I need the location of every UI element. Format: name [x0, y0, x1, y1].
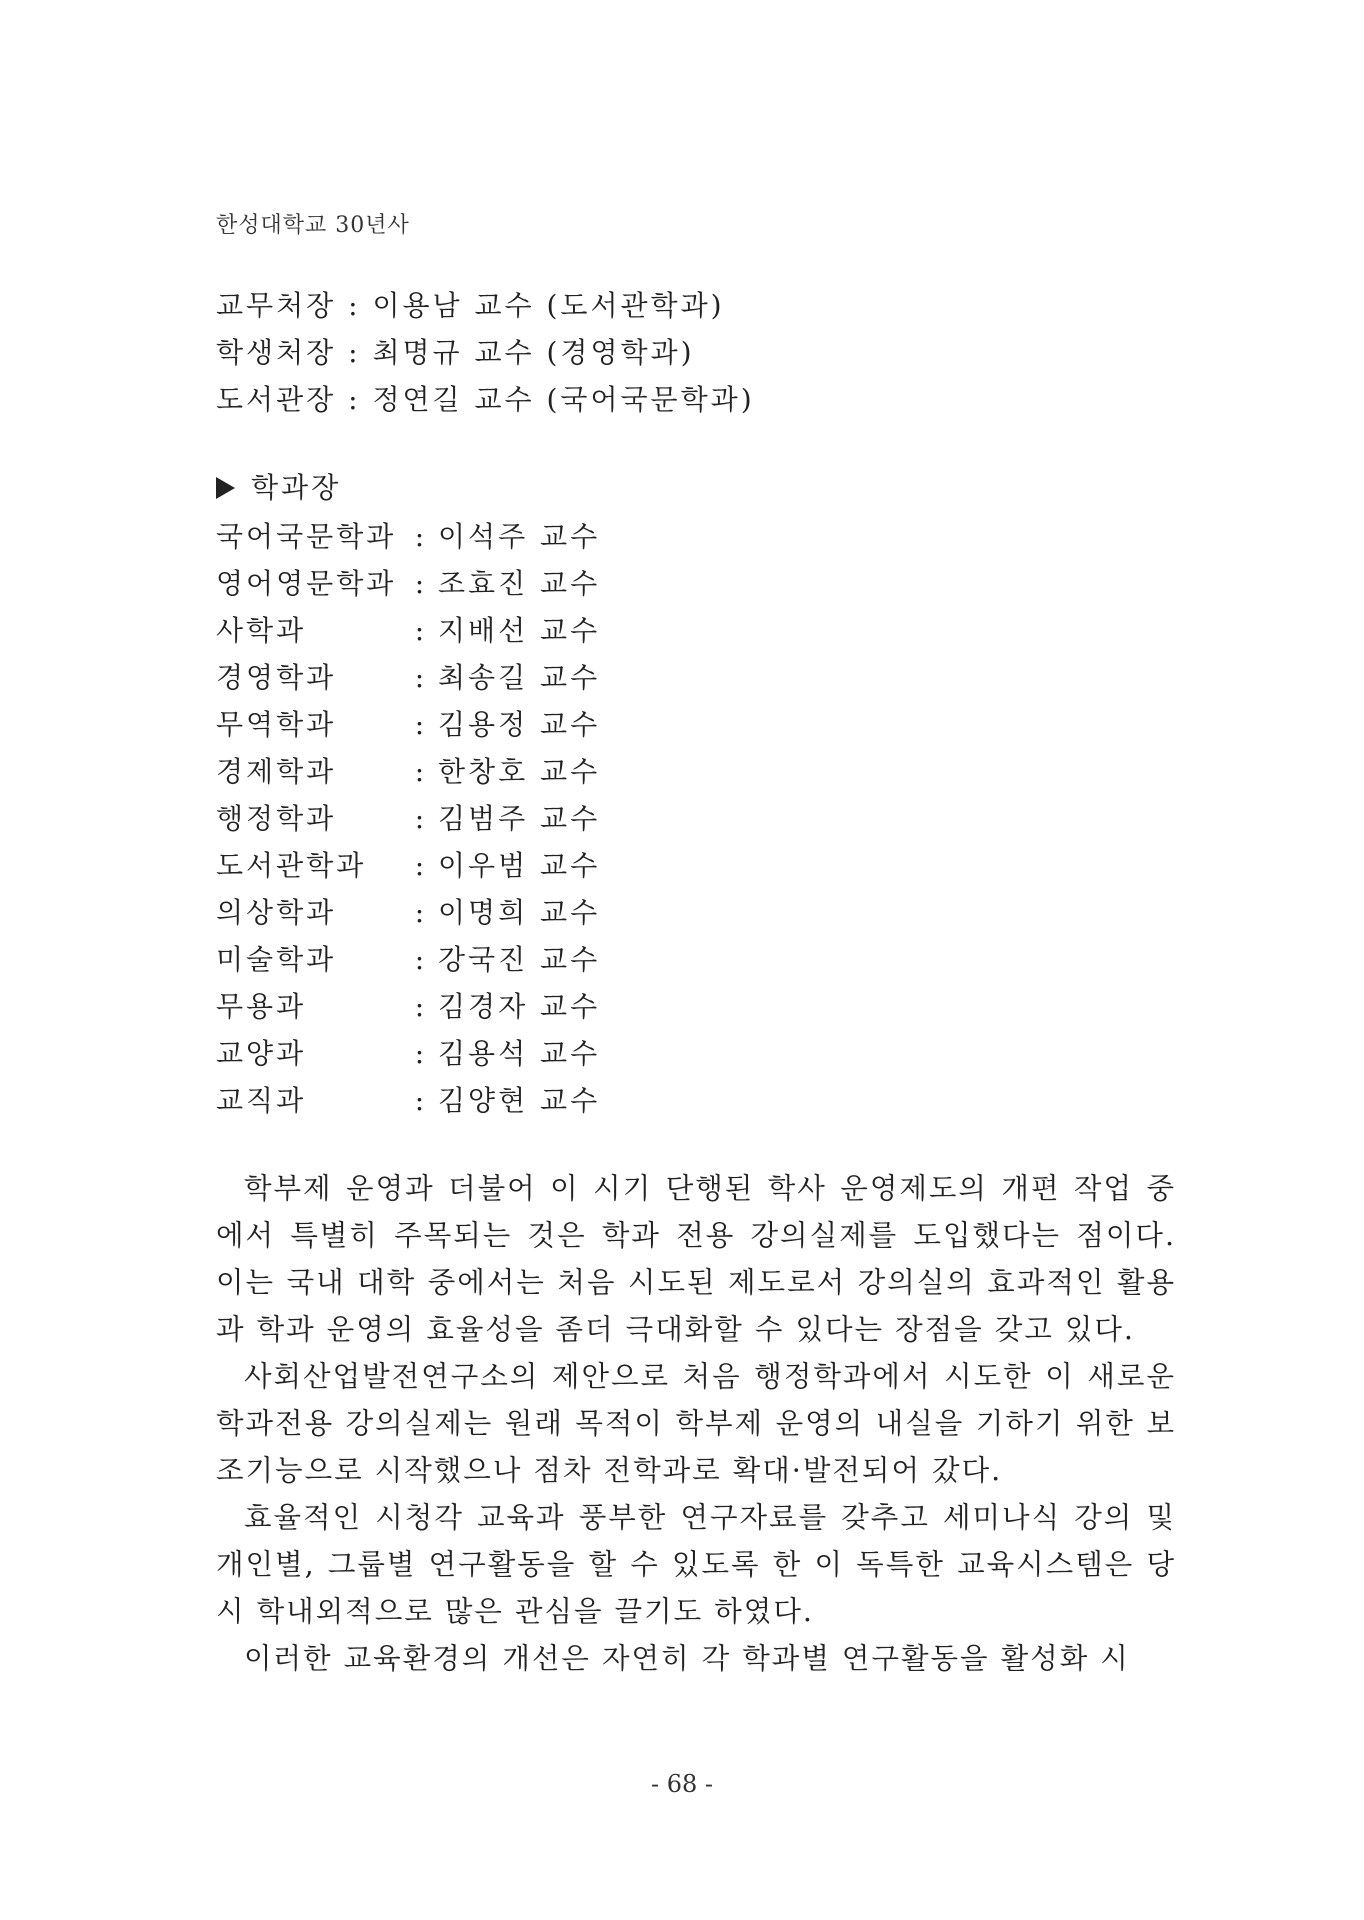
- page-number: - 68 -: [650, 1770, 713, 1798]
- colon-separator: :: [414, 614, 428, 647]
- head-name: 김용정 교수: [438, 708, 601, 741]
- head-name: 이석주 교수: [438, 520, 601, 553]
- department-name: 행정학과: [216, 802, 337, 835]
- colon-separator: :: [414, 567, 428, 600]
- paragraph: 이러한 교육환경의 개선은 자연히 각 학과별 연구활동을 활성화 시: [244, 1642, 1130, 1675]
- colon-separator: :: [414, 802, 428, 835]
- department-head-row: [216, 889, 600, 936]
- department-head-row: [216, 701, 600, 748]
- officer-title: 학생처장: [216, 336, 337, 369]
- colon-separator: :: [414, 661, 428, 694]
- officer-separator: :: [336, 383, 373, 416]
- officer-row: [216, 376, 755, 423]
- colon-separator: :: [414, 1084, 428, 1117]
- head-name: 이우범 교수: [438, 849, 601, 882]
- officer-title: 교무처장: [216, 289, 337, 322]
- officer-name: 정연길 교수 (국어국문학과): [372, 383, 755, 416]
- head-name: 최송길 교수: [438, 661, 601, 694]
- officer-name: 최명규 교수 (경영학과): [372, 336, 695, 369]
- department-head-row: [216, 936, 600, 983]
- department-head-row: [216, 607, 600, 654]
- officer-name: 이용남 교수 (도서관학과): [372, 289, 725, 322]
- paragraph: 학부제 운영과 더불어 이 시기 단행된 학사 운영제도의 개편 작업 중에서 특별히 주목되는 것은 학과 전용 강의실제를 도입했다는 점이다. 이는 국내 대학 중에서는 처음 시도된 제도로서 강의실의 효과적인 활용과 학과 운영의 효율성을 좀더 극대화할 수 있다는 장점을 갖고 있다.: [216, 1172, 1176, 1346]
- head-name: 김범주 교수: [438, 802, 601, 835]
- officer-separator: :: [336, 289, 373, 322]
- department-name: 국어국문학과: [216, 520, 397, 553]
- department-name: 미술학과: [216, 943, 337, 976]
- department-name: 교직과: [216, 1084, 307, 1117]
- colon-separator: :: [414, 990, 428, 1023]
- colon-separator: :: [414, 1037, 428, 1070]
- section-title-text: 학과장: [251, 471, 342, 504]
- department-head-row: [216, 654, 600, 701]
- department-name: 무용과: [216, 990, 307, 1023]
- head-name: 조효진 교수: [438, 567, 601, 600]
- officer-separator: :: [336, 336, 373, 369]
- colon-separator: :: [414, 896, 428, 929]
- department-head-row: [216, 560, 600, 607]
- department-head-row: [216, 1030, 600, 1077]
- department-name: 경제학과: [216, 755, 337, 788]
- department-name: 사학과: [216, 614, 307, 647]
- section-title: [216, 464, 341, 511]
- paragraph: 효율적인 시청각 교육과 풍부한 연구자료를 갖추고 세미나식 강의 및 개인별, 그룹별 연구활동을 할 수 있도록 한 이 독특한 교육시스템은 당시 학내외적으로 많은 관심을 끌기도 하였다.: [216, 1501, 1176, 1628]
- department-name: 교양과: [216, 1037, 307, 1070]
- head-name: 한창호 교수: [438, 755, 601, 788]
- officer-row: [216, 282, 755, 329]
- officer-title: 도서관장: [216, 383, 337, 416]
- department-head-row: [216, 748, 600, 795]
- head-name: 이명희 교수: [438, 896, 601, 929]
- head-name: 김경자 교수: [438, 990, 601, 1023]
- triangle-bullet-icon: [216, 477, 235, 499]
- department-head-row: [216, 795, 600, 842]
- department-name: 영어영문학과: [216, 567, 397, 600]
- department-name: 도서관학과: [216, 849, 367, 882]
- department-name: 의상학과: [216, 896, 337, 929]
- department-name: 무역학과: [216, 708, 337, 741]
- officer-row: [216, 329, 755, 376]
- head-name: 김용석 교수: [438, 1037, 601, 1070]
- head-name: 김양현 교수: [438, 1084, 601, 1117]
- department-heads-list: [216, 513, 600, 1124]
- head-name: 강국진 교수: [438, 943, 601, 976]
- body-text: [216, 1165, 1176, 1682]
- officers-list: [216, 282, 755, 423]
- colon-separator: :: [414, 755, 428, 788]
- head-name: 지배선 교수: [438, 614, 601, 647]
- department-head-row: [216, 513, 600, 560]
- paragraph: 사회산업발전연구소의 제안으로 처음 행정학과에서 시도한 이 새로운 학과전용 강의실제는 원래 목적이 학부제 운영의 내실을 기하기 위한 보조기능으로 시작했으나 점차 전학과로 확대·발전되어 갔다.: [216, 1360, 1176, 1487]
- department-head-row: [216, 983, 600, 1030]
- colon-separator: :: [414, 849, 428, 882]
- colon-separator: :: [414, 708, 428, 741]
- department-head-row: [216, 1077, 600, 1124]
- department-head-row: [216, 842, 600, 889]
- colon-separator: :: [414, 520, 428, 553]
- running-header: 한성대학교 30년사: [216, 213, 410, 238]
- department-name: 경영학과: [216, 661, 337, 694]
- colon-separator: :: [414, 943, 428, 976]
